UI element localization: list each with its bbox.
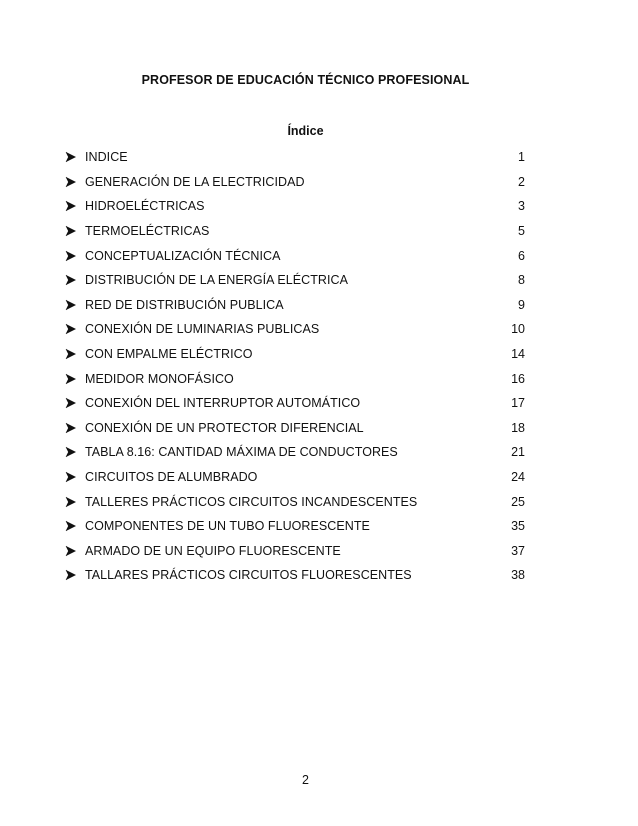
toc-entry-label: DISTRIBUCIÓN DE LA ENERGÍA ELÉCTRICA: [85, 273, 348, 288]
toc-entry-page: 17: [511, 396, 525, 411]
toc-title: Índice: [287, 124, 324, 138]
toc-entry-label: GENERACIÓN DE LA ELECTRICIDAD: [85, 174, 305, 189]
toc-entry: [65, 342, 525, 367]
toc-entry-label: TALLARES PRÁCTICOS CIRCUITOS FLUORESCENTES: [85, 568, 412, 583]
toc-entry-page: 18: [511, 420, 525, 435]
toc-entry: [65, 366, 525, 391]
table-of-contents: [65, 145, 525, 588]
page-number: 2: [302, 773, 309, 787]
arrowhead-bullet-icon: [65, 397, 85, 409]
arrowhead-bullet-icon: [65, 569, 85, 581]
toc-entry-label: RED DE DISTRIBUCIÓN PUBLICA: [85, 297, 284, 312]
arrowhead-bullet-icon: [65, 323, 85, 335]
toc-entry-label: CONEXIÓN DEL INTERRUPTOR AUTOMÁTICO: [85, 396, 361, 411]
toc-entry-label: CONEXIÓN DE UN PROTECTOR DIFERENCIAL: [85, 420, 364, 435]
arrowhead-bullet-icon: [65, 373, 85, 385]
arrowhead-bullet-icon: [65, 471, 85, 483]
toc-entry: [65, 465, 525, 490]
toc-entry-page: 6: [518, 248, 525, 263]
arrowhead-bullet-icon: [65, 225, 85, 237]
arrowhead-bullet-icon: [65, 299, 85, 311]
toc-entry-page: 25: [511, 494, 525, 509]
arrowhead-bullet-icon: [65, 250, 85, 262]
toc-entry-label: TALLERES PRÁCTICOS CIRCUITOS INCANDESCENTES: [85, 494, 418, 509]
toc-entry-page: 38: [511, 568, 525, 583]
toc-entry: [65, 219, 525, 244]
toc-entry: [65, 170, 525, 195]
toc-entry: [65, 145, 525, 170]
arrowhead-bullet-icon: [65, 151, 85, 163]
arrowhead-bullet-icon: [65, 496, 85, 508]
toc-entry: [65, 514, 525, 539]
toc-entry-page: 8: [518, 273, 525, 288]
toc-entry-page: 10: [511, 322, 525, 337]
toc-entry-label: INDICE: [85, 150, 128, 165]
page-header-title: PROFESOR DE EDUCACIÓN TÉCNICO PROFESIONAL: [141, 73, 470, 87]
toc-entry-label: COMPONENTES DE UN TUBO FLUORESCENTE: [85, 519, 370, 534]
toc-entry-label: CON EMPALME ELÉCTRICO: [85, 347, 253, 362]
toc-entry: [65, 440, 525, 465]
toc-entry: [65, 243, 525, 268]
toc-entry-label: TERMOELÉCTRICAS: [85, 224, 210, 239]
arrowhead-bullet-icon: [65, 200, 85, 212]
arrowhead-bullet-icon: [65, 520, 85, 532]
toc-entry-page: 24: [511, 470, 525, 485]
arrowhead-bullet-icon: [65, 545, 85, 557]
toc-entry: [65, 391, 525, 416]
toc-entry: [65, 194, 525, 219]
toc-entry-page: 2: [518, 174, 525, 189]
toc-entry-label: HIDROELÉCTRICAS: [85, 199, 205, 214]
toc-entry-page: 9: [518, 297, 525, 312]
arrowhead-bullet-icon: [65, 446, 85, 458]
toc-entry-page: 3: [518, 199, 525, 214]
toc-entry: [65, 293, 525, 318]
toc-entry-page: 14: [511, 347, 525, 362]
toc-entry-label: CIRCUITOS DE ALUMBRADO: [85, 470, 258, 485]
toc-entry-label: MEDIDOR MONOFÁSICO: [85, 371, 234, 386]
toc-entry: [65, 317, 525, 342]
toc-entry: [65, 268, 525, 293]
toc-entry-label: CONCEPTUALIZACIÓN TÉCNICA: [85, 248, 281, 263]
toc-entry-page: 1: [518, 150, 525, 165]
arrowhead-bullet-icon: [65, 274, 85, 286]
toc-entry-page: 16: [511, 371, 525, 386]
arrowhead-bullet-icon: [65, 348, 85, 360]
toc-entry: [65, 416, 525, 441]
toc-entry: [65, 539, 525, 564]
toc-entry-page: 35: [511, 519, 525, 534]
toc-entry-page: 37: [511, 543, 525, 558]
arrowhead-bullet-icon: [65, 422, 85, 434]
toc-entry: [65, 563, 525, 588]
toc-entry-label: ARMADO DE UN EQUIPO FLUORESCENTE: [85, 543, 341, 558]
toc-entry: [65, 489, 525, 514]
toc-entry-page: 21: [511, 445, 525, 460]
toc-entry-label: CONEXIÓN DE LUMINARIAS PUBLICAS: [85, 322, 320, 337]
toc-entry-page: 5: [518, 224, 525, 239]
toc-entry-label: TABLA 8.16: CANTIDAD MÁXIMA DE CONDUCTORES: [85, 445, 398, 460]
arrowhead-bullet-icon: [65, 176, 85, 188]
